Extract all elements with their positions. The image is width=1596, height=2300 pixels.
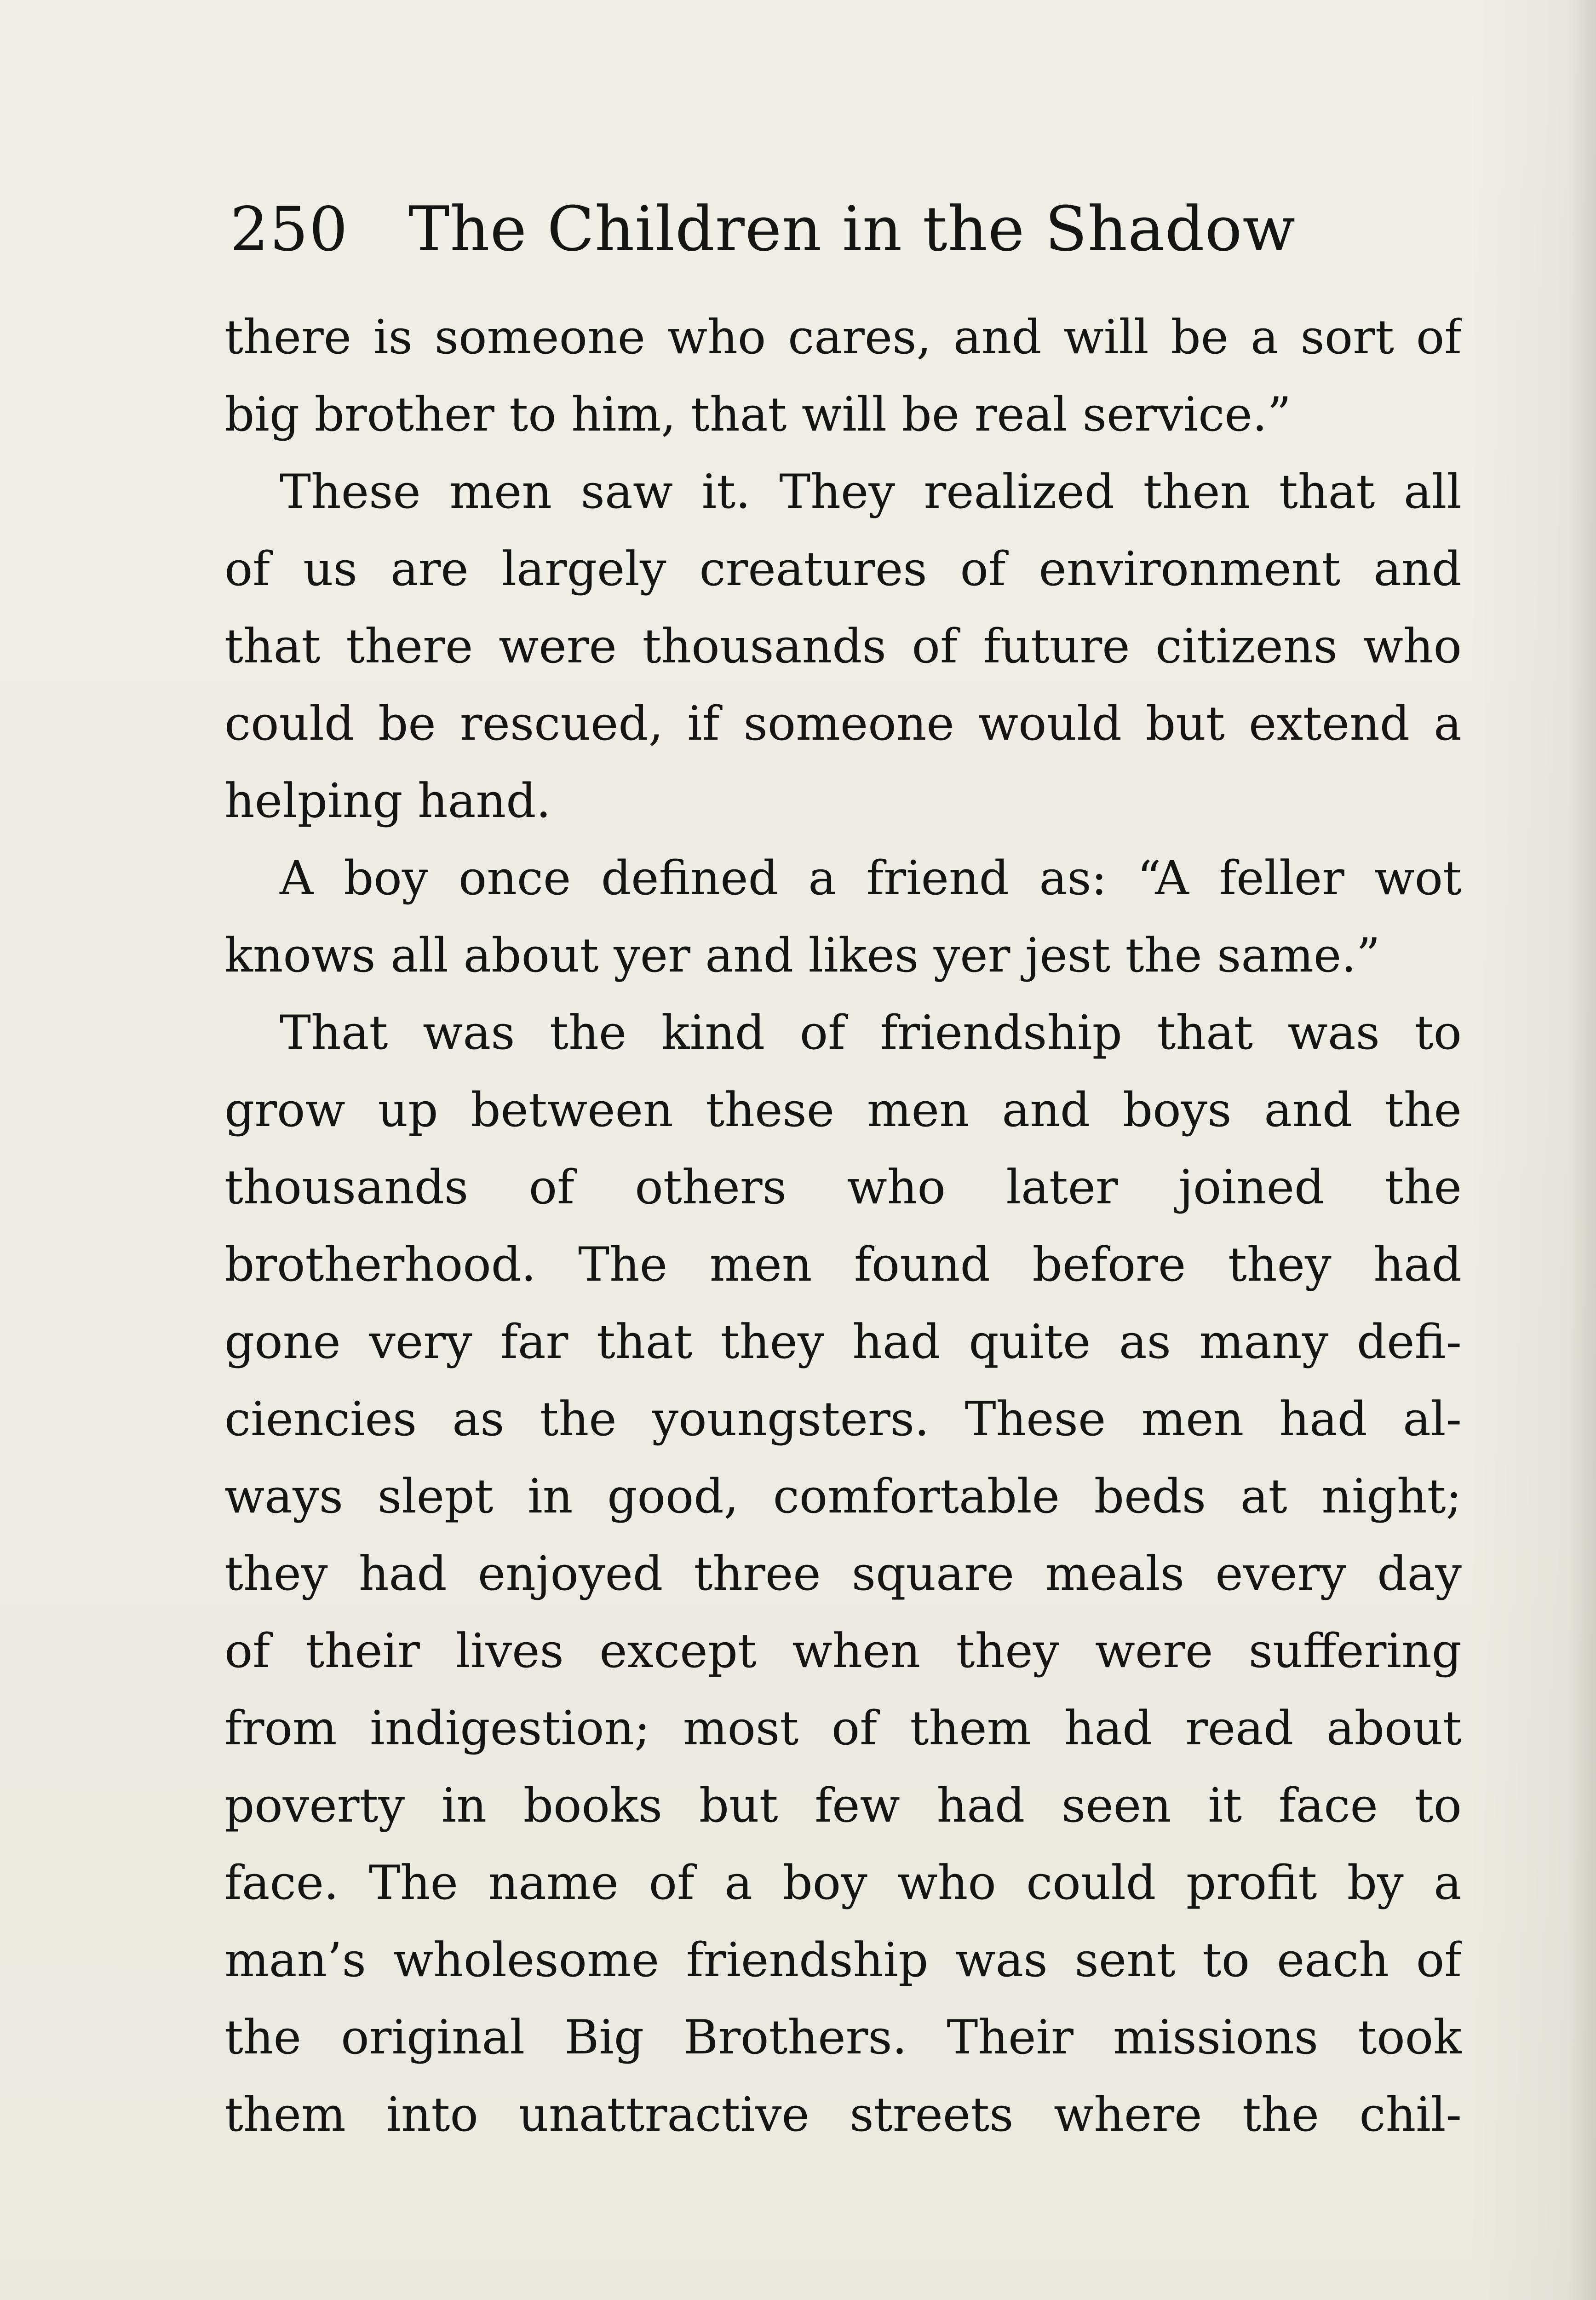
text-line-21: face. The name of a boy who could profit by a (224, 1856, 1462, 1910)
page-header (230, 193, 1463, 267)
text-line-12: thousands of others who later joined the (224, 1160, 1462, 1215)
text-line-23: the original Big Brothers. Their missions took (224, 2010, 1462, 2065)
page-number: 250 (230, 194, 349, 265)
body-text (224, 299, 1462, 2154)
text-line-13: brotherhood. The men found before they had (224, 1237, 1462, 1292)
text-line-18: of their lives except when they were suffering (224, 1624, 1462, 1679)
text-line-4: of us are largely creatures of environment and (224, 542, 1462, 597)
text-line-22: man’s wholesome friendship was sent to each of (224, 1933, 1462, 1988)
text-line-1: there is someone who cares, and will be a sort of (224, 310, 1462, 365)
text-line-11: grow up between these men and boys and the (224, 1083, 1462, 1138)
text-line-10: That was the kind of friendship that was to (280, 1006, 1462, 1060)
text-line-15: ciencies as the youngsters. These men had al- (224, 1392, 1462, 1447)
text-line-24: them into unattractive streets where the chil- (224, 2087, 1462, 2142)
text-line-8: A boy once defined a friend as: “A feller wot (280, 851, 1462, 906)
text-line-9: knows all about yer and likes yer jest the same.” (224, 928, 1380, 983)
running-head: The Children in the Shadow (408, 193, 1296, 265)
text-line-2: big brother to him, that will be real service.” (224, 387, 1292, 442)
text-line-16: ways slept in good, comfortable beds at night; (224, 1469, 1462, 1524)
text-line-7: helping hand. (224, 774, 551, 828)
text-line-17: they had enjoyed three square meals every day (224, 1547, 1462, 1601)
page-edge-shadow (1568, 0, 1596, 2300)
text-line-5: that there were thousands of future citizens who (224, 619, 1462, 674)
text-line-20: poverty in books but few had seen it face to (224, 1778, 1462, 1833)
text-line-19: from indigestion; most of them had read about (224, 1701, 1462, 1756)
text-line-6: could be rescued, if someone would but extend a (224, 696, 1462, 751)
text-line-3: These men saw it. They realized then that all (280, 465, 1462, 519)
text-line-14: gone very far that they had quite as many defi- (224, 1315, 1462, 1369)
